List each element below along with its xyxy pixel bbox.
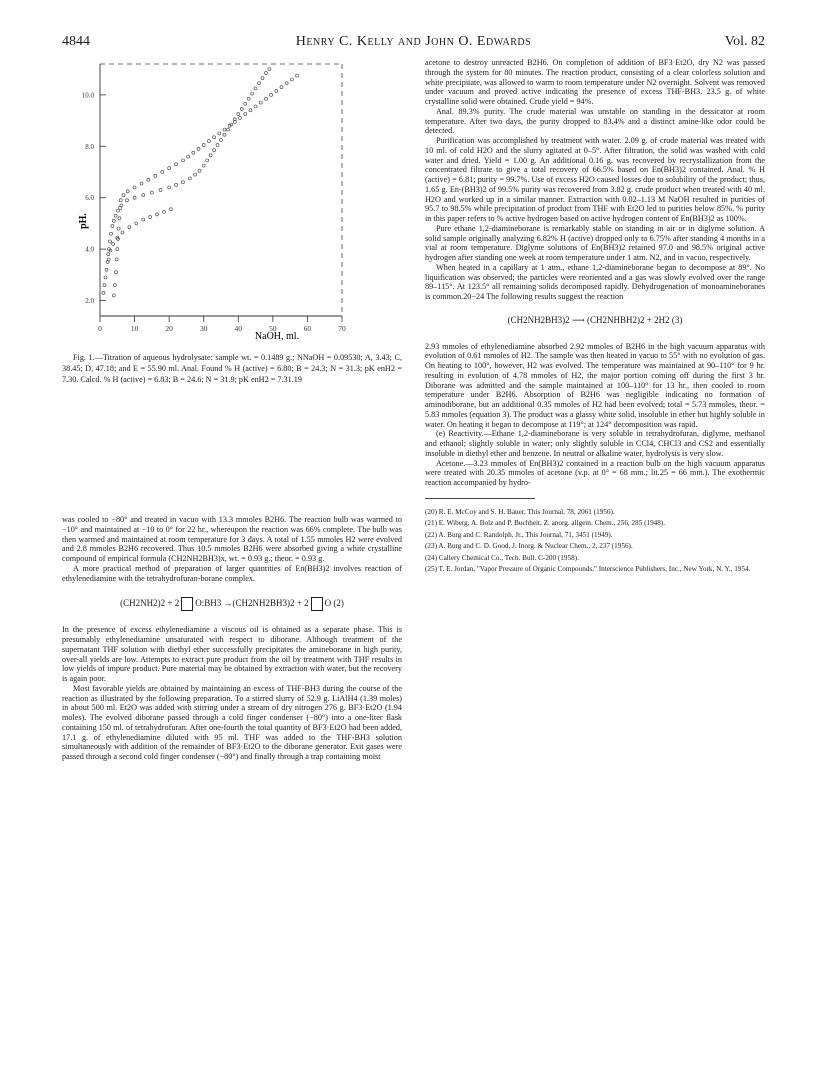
footnotes — [425, 507, 765, 576]
data-point — [280, 86, 283, 89]
chart-frame — [100, 64, 342, 316]
data-point — [213, 149, 216, 152]
page-number: 4844 — [62, 34, 90, 49]
data-point — [202, 164, 205, 167]
data-point — [216, 144, 219, 147]
footnote-25: (25) T. E. Jordan, "Vapor Pressure of Organic Compounds," Interscience Publishers, Inc., New York, N. Y., 1954. — [425, 565, 751, 574]
data-point — [187, 155, 190, 158]
x-tick-label: 40 — [234, 324, 243, 333]
y-tick-label: 4.0 — [85, 245, 94, 254]
data-point — [275, 90, 278, 93]
left-paragraph-2: A more practical method of preparation of larger quantities of En(BH3)2 involves reaction of ethylenediamine with the tetrahydrofuran-borane complex. — [62, 563, 402, 583]
equation-2-middle: O:BH3 →(CH2NH2BH3)2 + 2 — [195, 598, 309, 609]
equation-2-left: (CH2NH2)2 + 2 — [120, 598, 180, 609]
data-point — [142, 194, 145, 197]
data-point — [107, 253, 110, 256]
data-point — [209, 154, 212, 157]
data-point — [159, 189, 162, 192]
data-point — [114, 271, 117, 274]
equation-2 — [62, 597, 402, 611]
data-point — [239, 117, 242, 120]
data-point — [121, 231, 124, 234]
data-point — [117, 227, 120, 230]
data-point — [270, 93, 273, 96]
data-point — [104, 276, 107, 279]
data-point — [142, 218, 145, 221]
data-point — [175, 183, 178, 186]
x-tick-label: 20 — [165, 324, 173, 333]
data-point — [194, 173, 197, 176]
data-point — [125, 199, 128, 202]
data-point — [249, 109, 252, 112]
data-point — [188, 177, 191, 180]
data-point — [240, 108, 243, 111]
data-point — [223, 133, 226, 136]
data-point — [112, 219, 115, 222]
y-axis-label: pH. — [78, 213, 89, 229]
data-point — [296, 74, 299, 77]
page-header — [62, 34, 765, 52]
right-paragraph-8: Acetone.—3.23 mmoles of En(BH3)2 contained in a reaction bulb on the high vacuum apparatus were treated with 20.35 mmoles of acetone (v.p. at 0° = 68 mm.; lit.25 = 66 mm.). The exothermic reaction accompanied by hydro- — [425, 458, 765, 487]
thf-ring-icon — [181, 597, 193, 611]
y-tick-label: 6.0 — [85, 194, 94, 203]
data-point — [105, 268, 108, 271]
right-paragraph-4: Pure ethane 1,2-diamineborane is remarkably stable on standing in air or in diglyme solution. A solid sample originally analyzing 6.82% H (active) dropped only to 6.75% after standing 4 months in a vial at room temperature. Diglyme solutions of En(BH3)2 retained 97.0 and 98.5% original active hydrogen after standing one week at room temperature under 1 atm. N2, and in vacuo, respectively. — [425, 223, 765, 262]
data-point — [218, 132, 221, 135]
data-point — [156, 213, 159, 216]
data-point — [112, 294, 115, 297]
footnote-24: (24) Callery Chemical Co., Tech. Bull. C-200 (1958). — [425, 553, 579, 562]
data-point — [213, 136, 216, 139]
right-paragraph-5: When heated in a capillary at 1 atm., ethane 1,2-diamineborane began to decompose at 89°. No liquification was observed; the particles were reoriented and a gas was slowly evolved over the range 89–115°. At 123.5° all remaining solids decomposed rapidly. Dehydrogenation of monoamineboranes is common.20−24 The following results suggest the reaction — [425, 262, 765, 301]
left-paragraph-1: was cooled to −80° and treated in vacuo with 13.3 mmoles B2H6. The reaction bulb was warmed to −10° and maintained at −10 to 0° for 22 hr., whereupon the reaction was 66% complete. The bulb was then warmed and maintained at room temperature for 3 days. A total of 1.55 mmoles H2 were evolved and 2.8 mmoles B2H6 recovered. Thus 10.5 mmoles B2H6 were absorbed giving a white crystalline compound of empirical formula (CH2NH2BH3)x, wt. = 0.93 g.; theor. = 0.93 g. — [62, 515, 402, 563]
running-title: Henry C. Kelly and John O. Edwards — [295, 34, 532, 49]
x-tick-label: 70 — [338, 324, 346, 333]
data-point — [202, 144, 205, 147]
footnote-20: (20) R. E. McCoy and S. H. Bauer, This Journal, 78, 2061 (1956). — [425, 507, 615, 516]
data-point — [175, 163, 178, 166]
data-point — [149, 216, 152, 219]
data-point — [244, 102, 247, 105]
footnote-22: (22) A. Burg and C. Randolph, Jr., This Journal, 71, 3451 (1949). — [425, 530, 613, 539]
right-column — [425, 58, 765, 576]
right-paragraph-1: acetone to destroy unreacted B2H6. On completion of addition of BF3·Et2O, dry N2 was passed through the system for 80 minutes. The reaction product, consisting of a clear colorless solution and white precipitate, was allowed to warm to room temperature under N2 overnight. Solvent was removed under vacuum and proved active indicating the presence of excess THF-BH3. 23.5 g. of white crystalline solid were obtained. Crude yield = 94%. — [425, 58, 765, 106]
data-point — [181, 181, 184, 184]
data-point — [290, 78, 293, 81]
data-point — [135, 222, 138, 225]
data-point — [103, 284, 106, 287]
data-point — [122, 194, 125, 197]
data-point — [133, 196, 136, 199]
data-point — [206, 159, 209, 162]
data-point — [251, 92, 254, 95]
data-point — [192, 151, 195, 154]
data-point — [258, 82, 261, 85]
chart-ticks — [82, 91, 346, 333]
data-point — [112, 243, 115, 246]
data-point — [116, 248, 119, 251]
data-point — [259, 101, 262, 104]
data-point — [169, 208, 172, 211]
data-point — [161, 171, 164, 174]
data-point — [109, 240, 112, 243]
data-point — [102, 291, 105, 294]
data-point — [268, 68, 271, 71]
footnote-divider — [425, 498, 535, 499]
data-point — [154, 174, 157, 177]
right-paragraph-7: (e) Reactivity.—Ethane 1,2-diamineborane is very soluble in tetrahydrofuran, diglyme, methanol and ethanol; slightly soluble in water; only slightly soluble in CCl4, CHCl3 and CS2 and essentially insoluble in diethyl ether and benzene. In neutral or alkaline water, hydrolysis is very slow. — [425, 429, 765, 458]
data-point — [181, 159, 184, 162]
data-point — [114, 214, 117, 217]
x-tick-label: 60 — [303, 324, 312, 333]
data-point — [168, 186, 171, 189]
footnote-21: (21) E. Wiberg, A. Bolz and P. Buchheit, Z. anorg. allgem. Chem., 256, 285 (1948). — [425, 519, 666, 528]
data-point — [198, 169, 201, 172]
data-point — [115, 258, 118, 261]
data-point — [133, 186, 136, 189]
caption-text: Fig. 1.—Titration of aqueous hydrolysate: sample wt. = 0.1489 g.; NNaOH = 0.09530; A, 3.43; C, 38.45; D, 47.18; and E = 55.90 ml. Anal. Found % H (active) = 6.80; B = 24.3; N = 31.3; pK enH2 = 7.30. Calcd. % H (active) = 6.83; B = 24.6; N = 31.9; pK enH2 = 7.31.19 — [62, 353, 402, 385]
y-tick-label: 10.0 — [81, 91, 94, 100]
left-paragraph-3: In the presence of excess ethylenediamine a viscous oil is obtained as a separate phase. This is presumably ethylenediamine unsaturated with respect to diborane. Although treatment of the supernatant THF solution with diethyl ether successfully precipitates the amineborane in high purity, over-all yields are low. Attempts to extract pure product from the oil by treatment with THF results in low yields of impure product. Pure material may be obtained by extraction with water, but the recovery is again poor. — [62, 625, 402, 683]
x-tick-label: 50 — [269, 324, 277, 333]
equation-2-right: O (2) — [324, 598, 344, 609]
data-point — [285, 82, 288, 85]
x-tick-label: 0 — [98, 324, 102, 333]
data-point — [244, 113, 247, 116]
data-point — [197, 147, 200, 150]
data-point — [223, 128, 226, 131]
data-point — [254, 87, 257, 90]
y-tick-label: 8.0 — [85, 142, 94, 151]
data-point — [128, 226, 131, 229]
left-column — [62, 515, 402, 762]
left-paragraph-4: Most favorable yields are obtained by maintaining an excess of THF-BH3 during the course of the reaction as illustrated by the following preparation. To a stirred slurry of 52.9 g. LiAlH4 (1.39 moles) in about 500 ml. Et2O was added with stirring under a stream of dry nitrogen 276 g. BF3·Et2O (1.94 moles). The evolved diborane passed through a cold finger condenser (−80°) into a one-liter flask containing 150 ml. of tetrahydrofuran. After one-fourth the total quantity of BF3·Et2O had been added, 17.1 g. of ethylenediamine diluted with 95 ml. THF was added to the THF-BH3 solution simultaneously with addition of the remainder of BF3·Et2O to the diborane generator. Exit gases were passed through a second cold finger condenser (−80°) and finally through a trap containing moist — [62, 683, 402, 761]
y-tick-label: 2.0 — [85, 297, 94, 306]
right-paragraph-3: Purification was accomplished by treatment with water. 2.09 g. of crude material was treated with 10 ml. of cold H2O and the slurry agitated at 0–5°. After filtration, the solid was washed with cold water and dried. Yield = 1.00 g. An additional 0.16 g. was recovered by recrystallization from the concentrated filtrate to give a total recovery of 66.5% based on En(BH3)2 contained. Anal. % H (active) = 6.81; purity = 99.7%. Use of excess H2O caused losses due to solubility of the product; thus, 1.65 g. En-(BH3)2 of 99.5% purity was recovered from 3.82 g. crude product when treated with 40 ml. H2O and worked up in a similar manner. Extraction with 0.02–1.13 M NaOH resulted in purities of 95.7 to 98.5% while precipitation of product from THF with Et2O led to purities below 85%. % purity in this paper refers to % active hydrogen based on active hydrogen content of En(BH3)2 as 100%. — [425, 136, 765, 223]
data-point — [118, 217, 121, 220]
right-paragraph-6: 2.93 mmoles of ethylenediamine absorbed 2.92 mmoles of B2H6 in the high vacuum apparatus with evolution of 0.61 mmoles of H2. The sample was then heated in vacuo to 55° with no evolution of gas. On heating to 100°, however, H2 was evolved. The temperature was maintained at 90–110° for 9 hr. resulting in evolution of 4.78 mmoles of H2, the major portion coming off during the first 3 hr. Diborane was admitted and the sample maintained at 100–110° for 13 hr., then cooled to room temperature under B2H6. Absorption of B2H6 was negligible indicating no formation of aminodiborane, but an additional 0.35 mmoles of H2 had been evolved; total = 5.73 mmoles, theor. = 5.83 mmoles (equation 3). The product was a glassy white solid, insoluble in ether but highly soluble in water. On heating it began to decompose at 119°; at 124° decomposition was rapid. — [425, 341, 765, 429]
x-tick-label: 30 — [199, 324, 208, 333]
right-paragraph-2: Anal. 89.3% purity. The crude material was unstable on standing in the dessicator at room temperature. After two days, the purity dropped to 83.4% and a distinct amine-like odor could be detected. — [425, 106, 765, 136]
data-point — [168, 167, 171, 170]
data-point — [110, 232, 113, 235]
data-point — [226, 128, 229, 131]
figure-caption — [62, 352, 402, 386]
data-point — [119, 199, 122, 202]
data-point — [207, 140, 210, 143]
data-point — [150, 191, 153, 194]
data-point — [111, 225, 114, 228]
equation-3: (CH2NH2BH3)2 ⟶ (CH2NHBH2)2 + 2H2 (3) — [507, 314, 683, 325]
data-point — [119, 207, 122, 210]
titration-chart — [62, 58, 402, 348]
x-tick-label: 10 — [130, 324, 139, 333]
footnote-23: (23) A. Burg and C. D. Good, J. Inorg. & Nuclear Chem., 2, 237 (1956). — [425, 542, 633, 551]
data-point — [113, 284, 116, 287]
thf-ring-icon — [311, 597, 323, 611]
data-point — [247, 97, 250, 100]
volume-label: Vol. 82 — [724, 34, 765, 49]
data-point — [264, 97, 267, 100]
x-axis-label: NaOH, ml. — [254, 331, 300, 342]
data-point — [126, 190, 129, 193]
data-point — [140, 182, 143, 185]
data-point — [162, 210, 165, 213]
data-point — [220, 138, 223, 141]
data-point — [237, 113, 240, 116]
data-point — [147, 178, 150, 181]
data-point — [261, 77, 264, 80]
data-point — [254, 105, 257, 108]
chart-points — [102, 68, 299, 297]
data-point — [264, 72, 267, 75]
